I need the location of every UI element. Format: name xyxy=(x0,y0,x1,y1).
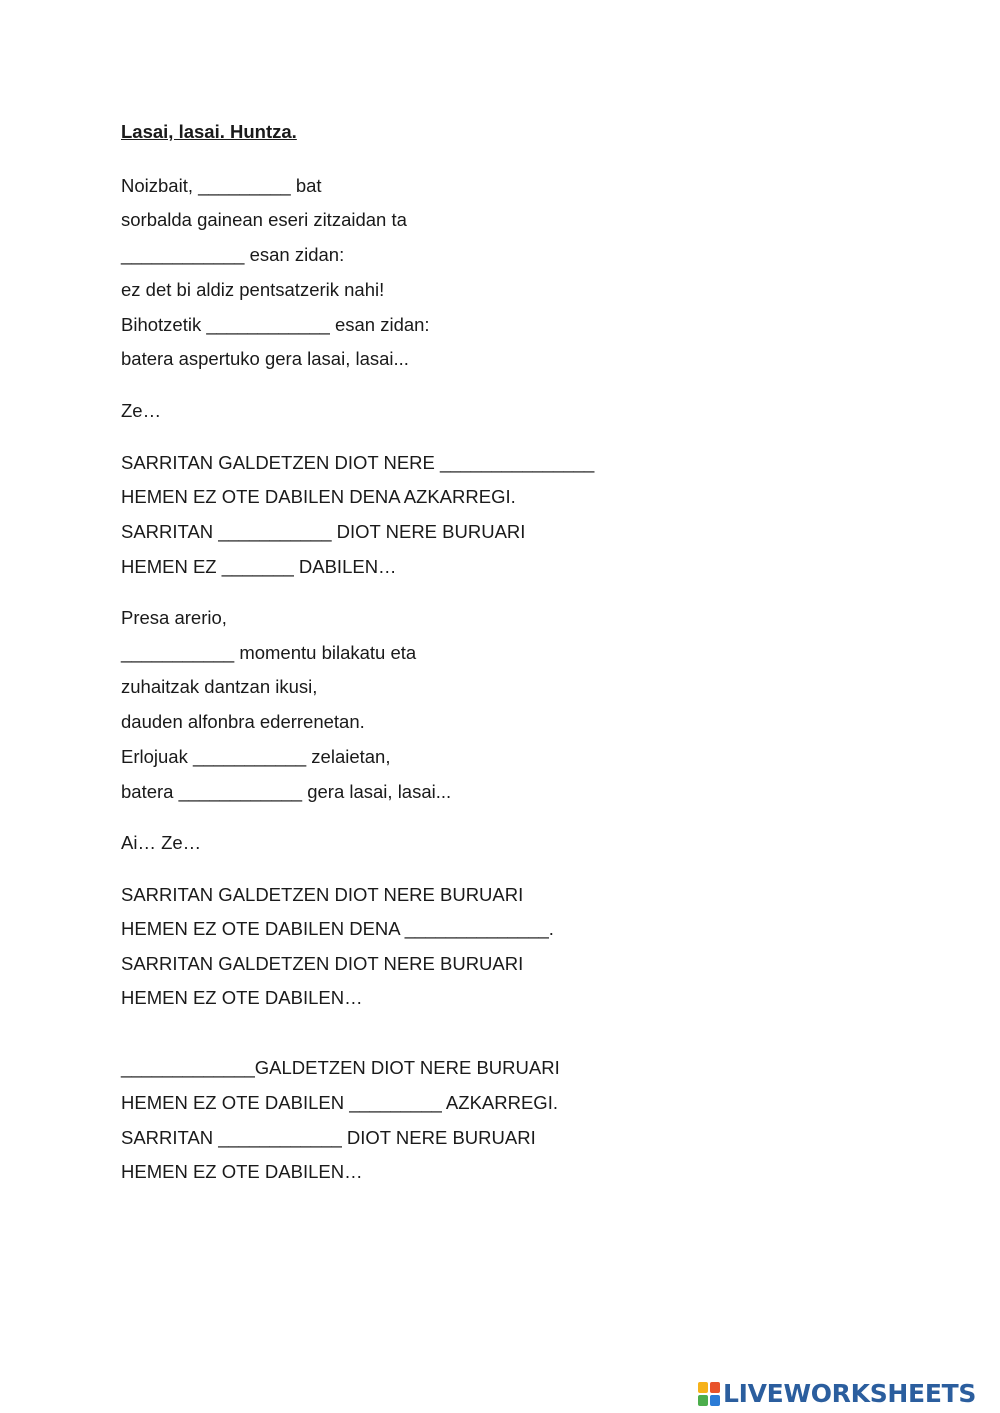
lyric-line: HEMEN EZ OTE DABILEN DENA AZKARREGI. xyxy=(121,486,516,507)
lyric-line: ___________ momentu bilakatu eta xyxy=(121,642,417,663)
lyric-line: ez det bi aldiz pentsatzerik nahi! xyxy=(121,279,385,300)
lyric-line: SARRITAN ____________ DIOT NERE BURUARI xyxy=(121,1127,536,1148)
lyric-line: Presa arerio, xyxy=(121,607,227,628)
lyric-line: Noizbait, _________ bat xyxy=(121,175,322,196)
lyric-line: SARRITAN GALDETZEN DIOT NERE BURUARI xyxy=(121,953,524,974)
logo-square xyxy=(710,1382,720,1393)
lyric-line: SARRITAN ___________ DIOT NERE BURUARI xyxy=(121,521,526,542)
logo-wordmark: LIVEWORKSHEETS xyxy=(723,1379,977,1408)
lyric-line: batera ____________ gera lasai, lasai... xyxy=(121,781,452,802)
lyric-line: Bihotzetik ____________ esan zidan: xyxy=(121,314,430,335)
lyric-line: HEMEN EZ OTE DABILEN DENA ______________. xyxy=(121,918,554,939)
logo-square xyxy=(710,1395,720,1406)
liveworksheets-logo xyxy=(698,1379,976,1409)
lyric-line: SARRITAN GALDETZEN DIOT NERE _______________ xyxy=(121,452,595,473)
lyric-line: HEMEN EZ OTE DABILEN… xyxy=(121,1161,363,1182)
lyric-line: sorbalda gainean eseri zitzaidan ta xyxy=(121,209,407,230)
lyric-line: HEMEN EZ _______ DABILEN… xyxy=(121,556,397,577)
lyric-line: Ze… xyxy=(121,400,162,421)
lyric-line: batera aspertuko gera lasai, lasai... xyxy=(121,348,409,369)
lyric-line: _____________GALDETZEN DIOT NERE BURUARI xyxy=(121,1057,560,1078)
liveworksheets-logo-icon xyxy=(698,1382,720,1406)
logo-square xyxy=(698,1382,708,1393)
lyric-line: HEMEN EZ OTE DABILEN… xyxy=(121,987,363,1008)
lyric-line: Ai… Ze… xyxy=(121,832,202,853)
lyric-line: zuhaitzak dantzan ikusi, xyxy=(121,676,318,697)
lyric-line: Erlojuak ___________ zelaietan, xyxy=(121,746,391,767)
lyric-line: HEMEN EZ OTE DABILEN _________ AZKARREGI. xyxy=(121,1092,558,1113)
logo-square xyxy=(698,1395,708,1406)
lyric-line: ____________ esan zidan: xyxy=(121,244,345,265)
lyric-line: dauden alfonbra ederrenetan. xyxy=(121,711,365,732)
lyric-line: SARRITAN GALDETZEN DIOT NERE BURUARI xyxy=(121,884,524,905)
worksheet-title: Lasai, lasai. Huntza. xyxy=(121,121,297,142)
